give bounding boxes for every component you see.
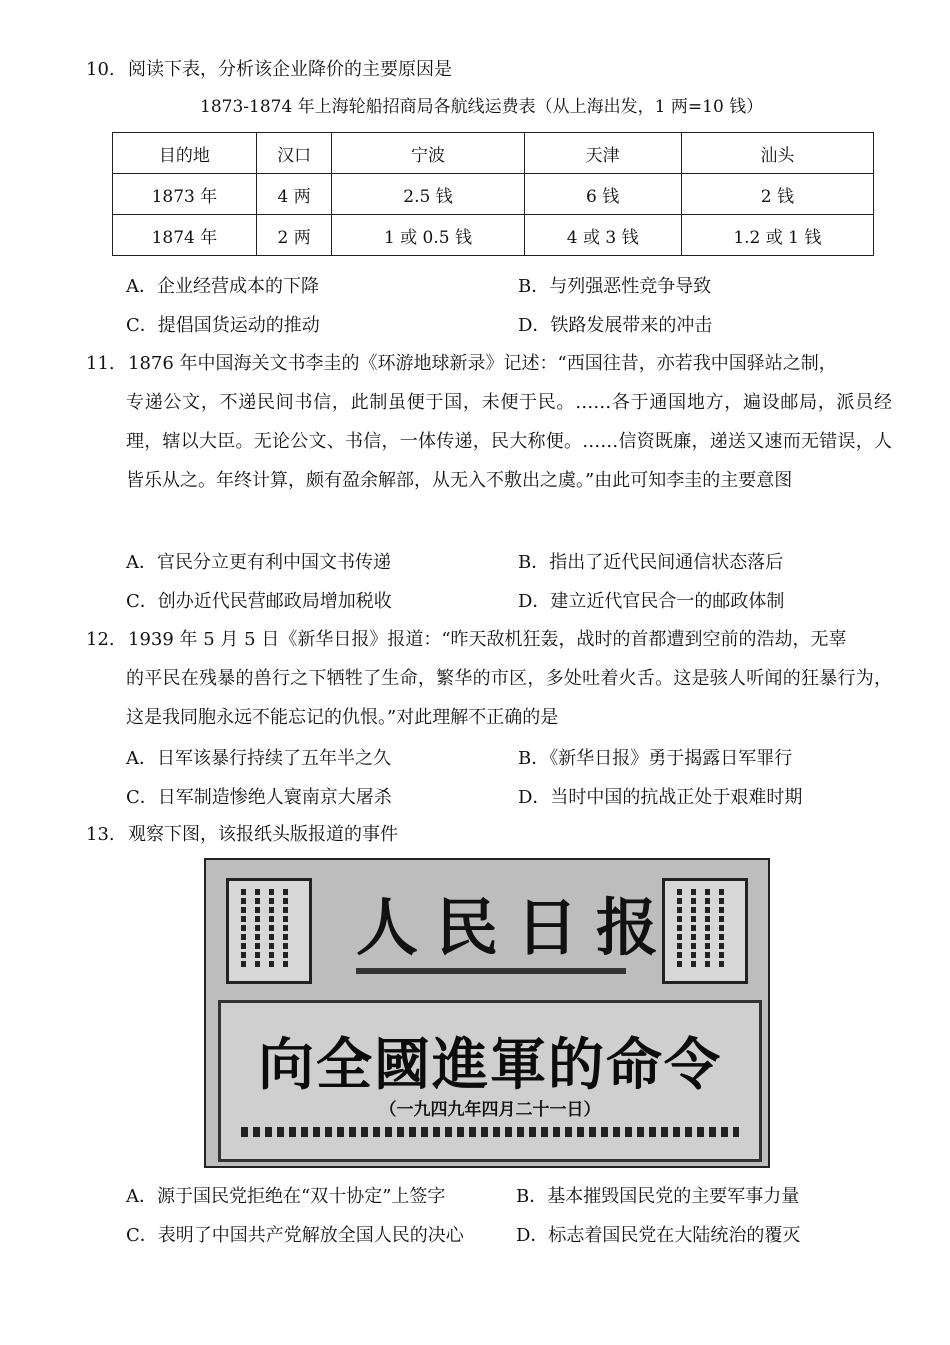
q12-stem-line — [86, 620, 847, 659]
table-row — [113, 174, 874, 215]
q10-option-b[interactable]: B．与列强恶性竞争导致 — [518, 276, 712, 297]
masthead-left-box — [226, 878, 312, 984]
q13-number: 13. — [86, 824, 115, 845]
q10-option-a[interactable]: A．企业经营成本的下降 — [126, 276, 319, 297]
q11-stem-line — [86, 344, 837, 383]
fare-table — [112, 132, 874, 256]
table-cell: 1.2 或 1 钱 — [681, 215, 873, 256]
table-cell: 6 钱 — [524, 174, 681, 215]
q10-stem-line — [86, 50, 452, 89]
masthead-rule — [356, 968, 626, 974]
newspaper-masthead: 人民日报 — [356, 891, 677, 964]
q12-number: 12. — [86, 629, 115, 650]
table-cell: 2 钱 — [681, 174, 873, 215]
q13-stem-line — [86, 815, 398, 854]
headline-box — [218, 1000, 762, 1162]
q11-stem-rest: 专递公文，不递民间书信，此制虽便于国，未便于民。……各于通国地方，遍设邮局，派员经理，辖以大臣。无论公文、书信，一体传递，民大称便。……信资既廉，递送又速而无错误，人皆乐从之。年终计算，颇有盈余解部，从无入不敷出之虞。”由此可知李圭的主要意图 — [126, 392, 892, 491]
table-header-cell: 汉口 — [256, 133, 332, 174]
q13-option-a[interactable]: A．源于国民党拒绝在“双十协定”上签字 — [126, 1186, 446, 1207]
table-cell: 4 两 — [256, 174, 332, 215]
q11-option-b[interactable]: B．指出了近代民间通信状态落后 — [518, 552, 784, 573]
q12-option-c[interactable]: C．日军制造惨绝人寰南京大屠杀 — [126, 787, 392, 808]
q13-stem: 观察下图，该报纸头版报道的事件 — [128, 824, 398, 845]
table-header-cell: 汕头 — [681, 133, 873, 174]
table-header-cell: 目的地 — [113, 133, 257, 174]
q10-stem: 阅读下表，分析该企业降价的主要原因是 — [128, 59, 452, 80]
q11-option-a[interactable]: A．官民分立更有利中国文书传递 — [126, 552, 391, 573]
table-row — [113, 215, 874, 256]
table-cell: 1 或 0.5 钱 — [332, 215, 524, 256]
q10-option-c[interactable]: C．提倡国货运动的推动 — [126, 315, 320, 336]
table-header-row — [113, 133, 874, 174]
q12-option-a[interactable]: A．日军该暴行持续了五年半之久 — [126, 748, 391, 769]
newspaper-date: （一九四九年四月二十一日） — [379, 1100, 601, 1120]
q13-option-b[interactable]: B．基本摧毁国民党的主要军事力量 — [516, 1186, 800, 1207]
q13-option-d[interactable]: D．标志着国民党在大陆统治的覆灭 — [516, 1225, 801, 1246]
q13-option-c[interactable]: C．表明了中国共产党解放全国人民的决心 — [126, 1225, 464, 1246]
q12-stem-first-line: 1939 年 5 月 5 日《新华日报》报道：“昨天敌机狂轰，战时的首都遭到空前的浩劫，无辜 — [128, 629, 847, 650]
q12-option-b[interactable]: B．《新华日报》勇于揭露日军罪行 — [518, 748, 793, 769]
q10-number: 10. — [86, 59, 115, 80]
table-cell: 1874 年 — [113, 215, 257, 256]
q12-stem-rest: 的平民在残暴的兽行之下牺牲了生命，繁华的市区，多处吐着火舌。这是骇人听闻的狂暴行为，这是我同胞永远不能忘记的仇恨。”对此理解不正确的是 — [126, 668, 892, 728]
table-caption: 1873-1874 年上海轮船招商局各航线运费表（从上海出发，1 两=10 钱） — [200, 97, 764, 117]
q11-number: 11. — [86, 353, 115, 374]
newspaper-image — [204, 858, 770, 1168]
q11-option-c[interactable]: C．创办近代民营邮政局增加税收 — [126, 591, 392, 612]
table-cell: 2 两 — [256, 215, 332, 256]
table-header-cell: 宁波 — [332, 133, 524, 174]
newspaper-headline: 向全國進軍的命令 — [258, 1032, 722, 1098]
q10-option-d[interactable]: D．铁路发展带来的冲击 — [518, 315, 713, 336]
table-cell: 1873 年 — [113, 174, 257, 215]
q11-option-d[interactable]: D．建立近代官民合一的邮政体制 — [518, 591, 785, 612]
table-cell: 2.5 钱 — [332, 174, 524, 215]
table-header-cell: 天津 — [524, 133, 681, 174]
table-cell: 4 或 3 钱 — [524, 215, 681, 256]
newspaper-text-line — [241, 1127, 739, 1137]
q12-option-d[interactable]: D．当时中国的抗战正处于艰难时期 — [518, 787, 803, 808]
q11-stem-first-line: 1876 年中国海关文书李圭的《环游地球新录》记述：“西国往昔，亦若我中国驿站之制， — [128, 353, 837, 374]
